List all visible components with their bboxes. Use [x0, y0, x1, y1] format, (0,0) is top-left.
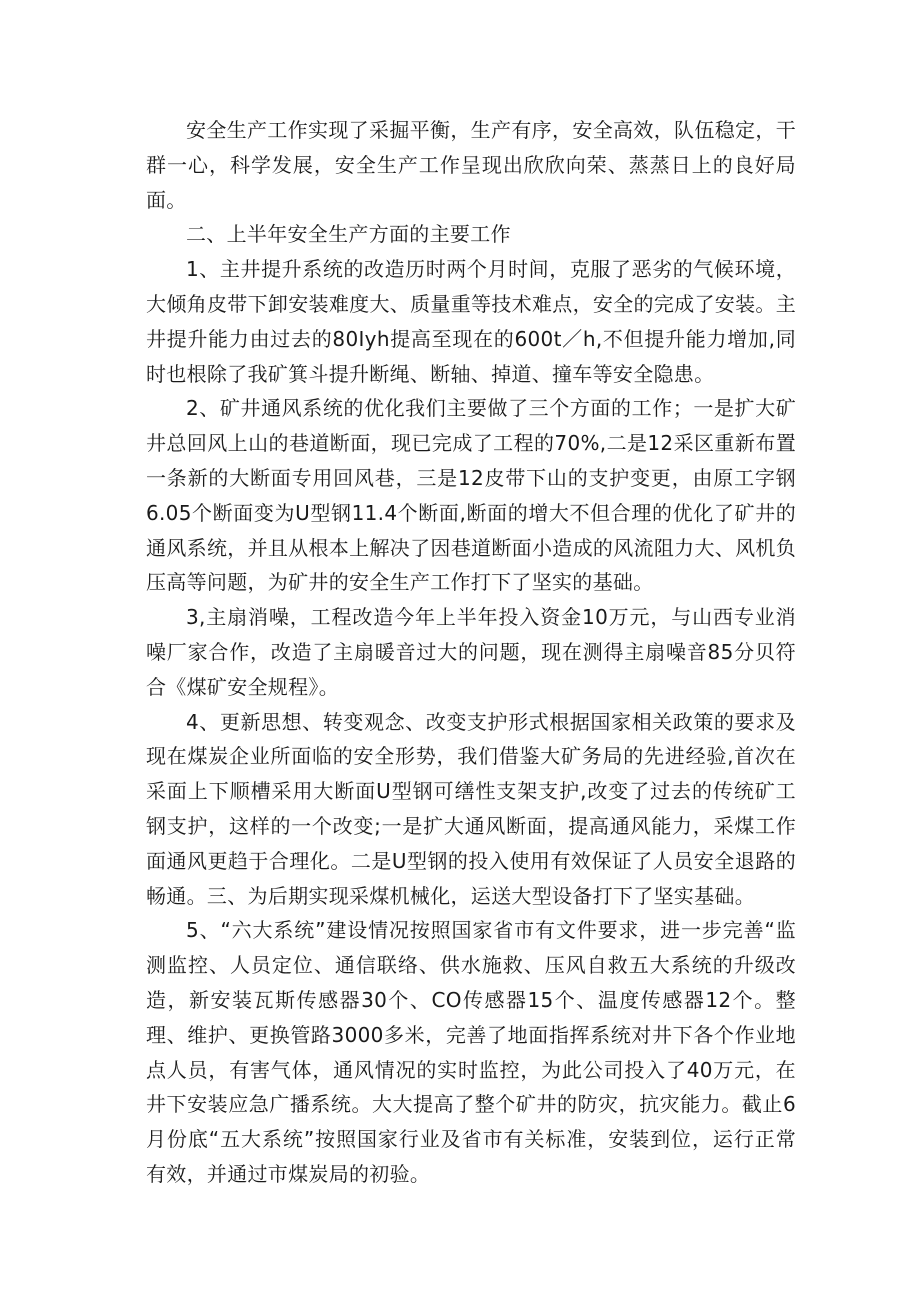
document-body — [146, 113, 796, 1192]
paragraph-item-1: 1、主井提升系统的改造历时两个月时间，克服了恶劣的气候环境，大倾角皮带下卸安装难度大、质量重等技术难点，安全的完成了安装。主井提升能力由过去的80Iyh提高至现在的600t／h,不但提升能力增加,同时也根除了我矿箕斗提升断绳、断轴、掉道、撞车等安全隐患。 — [146, 257, 796, 386]
section-heading: 二、上半年安全生产方面的主要工作 — [186, 222, 511, 247]
paragraph-item-3: 3,主扇消噪，工程改造今年上半年投入资金10万元，与山西专业消噪厂家合作，改造了主扇暖音过大的问题，现在测得主扇噪音85分贝符合《煤矿安全规程》。 — [146, 605, 796, 699]
paragraph-item-4: 4、更新思想、转变观念、改变支护形式根据国家相关政策的要求及现在煤炭企业所面临的安全形势，我们借鉴大矿务局的先进经验,首次在采面上下顺槽采用大断面U型钢可缮性支架支护,改变了过去的传统矿工钢支护，这样的一个改变;一是扩大通风断面，提高通风能力，采煤工作面通风更趋于合理化。二是U型钢的投入使用有效保证了人员安全退路的畅通。三、为后期实现采煤机械化，运送大型设备打下了坚实基础。 — [146, 709, 796, 908]
paragraph-intro-summary: 安全生产工作实现了采掘平衡，生产有序，安全高效，队伍稳定，干群一心，科学发展，安全生产工作呈现出欣欣向荣、蒸蒸日上的良好局面。 — [146, 118, 796, 212]
paragraph-item-2: 2、矿井通风系统的优化我们主要做了三个方面的工作；一是扩大矿井总回风上山的巷道断面，现已完成了工程的70%,二是12采区重新布置一条新的大断面专用回风巷，三是12皮带下山的支护变更，由原工字钢6.05个断面变为U型钢11.4个断面,断面的增大不但合理的优化了矿井的通风系统，并且从根本上解决了因巷道断面小造成的风流阻力大、风机负压高等问题，为矿井的安全生产工作打下了坚实的基础。 — [146, 396, 796, 595]
paragraph-item-5: 5、“六大系统”建设情况按照国家省市有文件要求，进一步完善“监测监控、人员定位、通信联络、供水施救、压风自救五大系统的升级改造，新安装瓦斯传感器30个、CO传感器15个、温度传感器12个。整理、维护、更换管路3000多米，完善了地面指挥系统对井下各个作业地点人员，有害气体，通风情况的实时监控，为此公司投入了40万元，在井下安装应急广播系统。大大提高了整个矿井的防灾，抗灾能力。截止6月份底“五大系统”按照国家行业及省市有关标准，安装到位，运行正常有效，并通过市煤炭局的初验。 — [146, 918, 796, 1186]
